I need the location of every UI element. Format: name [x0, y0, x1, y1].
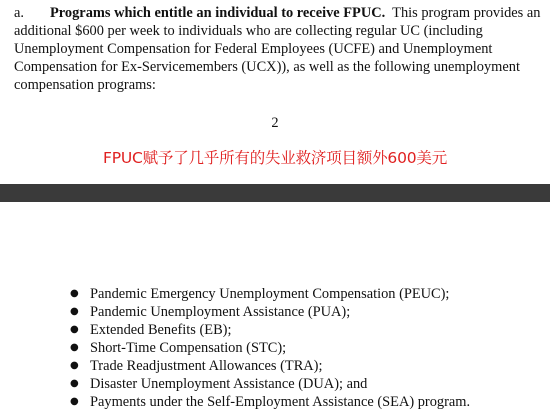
list-item-text: Short-Time Compensation (STC); [90, 340, 287, 356]
list-item-text: Pandemic Emergency Unemployment Compensation (PEUC); [90, 286, 450, 302]
list-item [70, 303, 470, 321]
paragraph-line-2: additional $600 per week to individuals who are collecting regular UC (including [14, 23, 483, 39]
list-item [70, 393, 470, 411]
list-item [70, 339, 470, 357]
list-item-text: Trade Readjustment Allowances (TRA); [90, 358, 323, 374]
list-item [70, 375, 470, 393]
fpuc-paragraph [14, 4, 544, 94]
page-number: 2 [271, 115, 279, 131]
paragraph-heading: Programs which entitle an individual to receive FPUC. [50, 5, 386, 21]
bullet-icon: ● [70, 360, 79, 371]
bullet-icon: ● [70, 378, 79, 389]
list-item [70, 321, 470, 339]
list-item [70, 357, 470, 375]
bullet-icon: ● [70, 342, 79, 353]
list-item-text: Pandemic Unemployment Assistance (PUA); [90, 304, 351, 320]
list-item-text: Payments under the Self-Employment Assistance (SEA) program. [90, 394, 471, 410]
bullet-icon: ● [70, 396, 79, 407]
program-list [70, 285, 470, 411]
list-item-text: Extended Benefits (EB); [90, 322, 232, 338]
document-page-lower [0, 202, 550, 411]
cropped-text-fragment [70, 0, 190, 1]
list-item-text: Disaster Unemployment Assistance (DUA); and [90, 376, 368, 392]
paragraph-line-3: Unemployment Compensation for Federal Employees (UCFE) and Unemployment [14, 41, 493, 57]
paragraph-line-5: compensation programs: [14, 77, 156, 93]
list-item [70, 285, 470, 303]
document-page-upper [0, 0, 550, 184]
paragraph-line-1 [50, 4, 544, 22]
bullet-icon: ● [70, 288, 79, 299]
page-separator [0, 184, 550, 202]
paragraph-line-4: Compensation for Ex-Servicemembers (UCX)), as well as the following unemployment [14, 59, 520, 75]
chinese-annotation: FPUC赋予了几乎所有的失业救济项目额外600美元 [102, 149, 448, 167]
list-marker: a. [14, 5, 24, 21]
paragraph-body [50, 4, 544, 22]
bullet-icon: ● [70, 324, 79, 335]
paragraph-text: This program provides an [392, 5, 541, 21]
bullet-icon: ● [70, 306, 79, 317]
